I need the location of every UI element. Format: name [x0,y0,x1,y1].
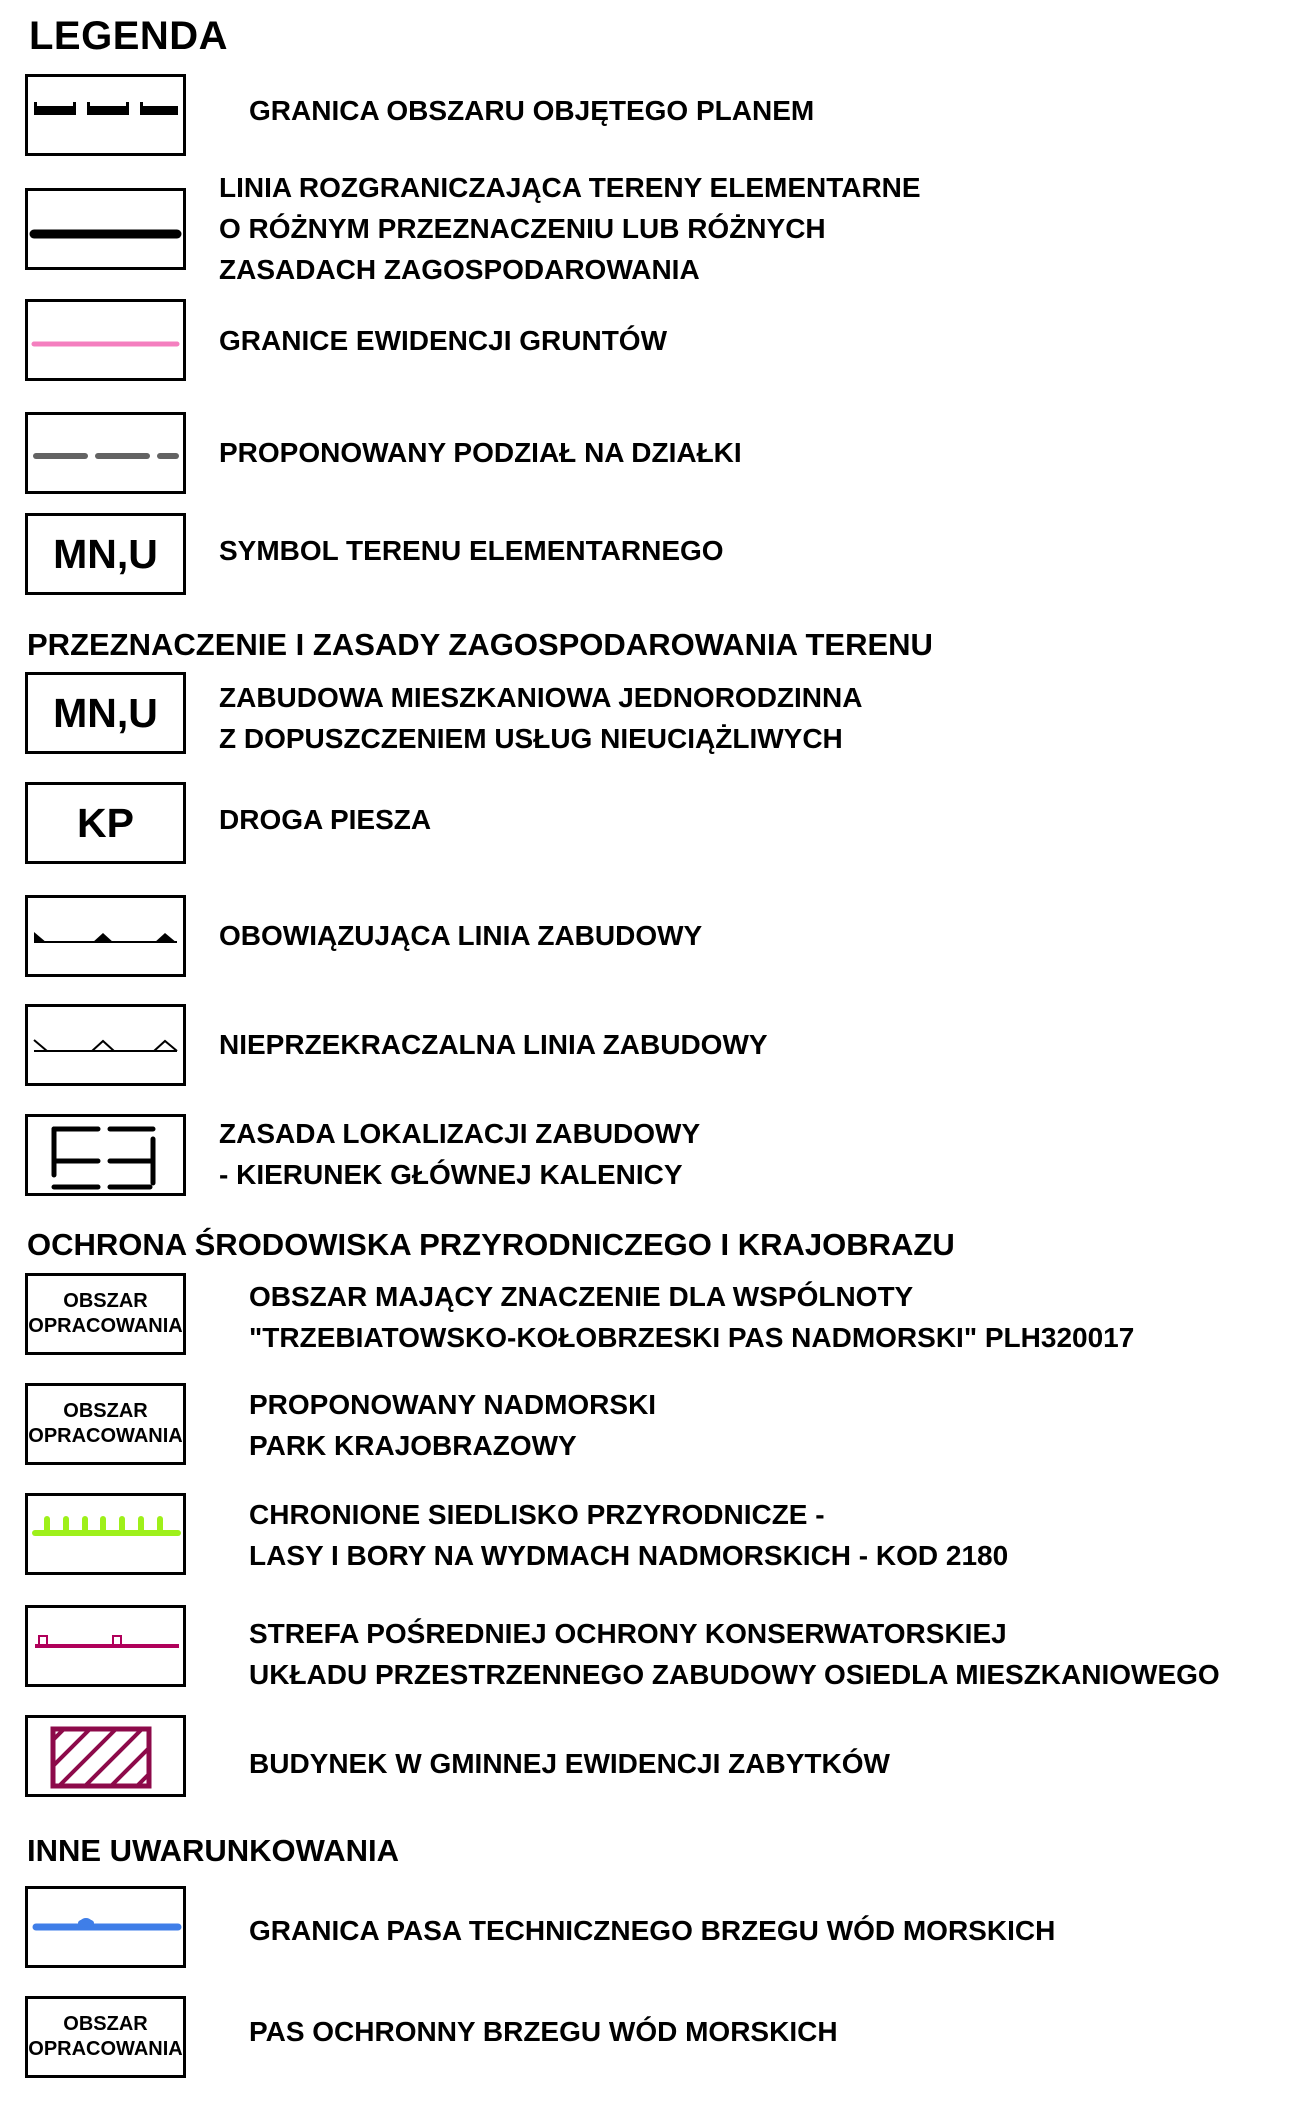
code-symbol [25,782,186,864]
legend-label [219,915,702,956]
legend-label [219,799,431,840]
legend-label [249,2011,838,2052]
area-text-icon [25,1999,186,2075]
pink-line-icon [28,302,183,378]
comb-line-icon [28,1496,183,1572]
legend-label [219,530,724,571]
ridge-direction-icon [28,1117,183,1193]
hatched-building-icon [28,1718,183,1794]
heritage-building-symbol [25,1715,186,1797]
legend-label [219,1113,700,1195]
plot-division-symbol [25,412,186,494]
legend-text: DROGA PIESZA [219,804,432,835]
ridge-direction-symbol [25,1114,186,1196]
legend-text: BUDYNEK W GMINNEJ EWIDENCJI ZABYTKÓW [249,1748,890,1779]
legend-label [249,1613,1220,1695]
open-triangle-line-icon [28,1007,183,1083]
habitat-symbol [25,1493,186,1575]
box-text: OBSZAR [63,2013,148,2035]
box-text: OBSZAR [63,1290,148,1312]
legend-text: GRANICE EWIDENCJI GRUNTÓW [219,325,667,356]
code-symbol [25,513,186,595]
area-text-icon [25,1386,186,1462]
code-text: MN,U [53,689,158,736]
legend-text: "TRZEBIATOWSKO-KOŁOBRZESKI PAS NADMORSKI" PLH320017 [249,1322,1135,1353]
legend-text: NIEPRZEKRACZALNA LINIA ZABUDOWY [219,1029,768,1060]
code-text: KP [77,799,134,846]
code-symbol [25,672,186,754]
square-tick-line-icon [28,1608,183,1684]
legend-text: LINIA ROZGRANICZAJĄCA TERENY ELEMENTARNE [219,172,921,203]
legend-text: PARK KRAJOBRAZOWY [249,1430,577,1461]
legend-text: O RÓŻNYM PRZEZNACZENIU LUB RÓŻNYCH [219,213,826,244]
nonexceedable-building-line-symbol [25,1004,186,1086]
legend-text: LASY I BORY NA WYDMACH NADMORSKICH - KOD 2180 [249,1540,1009,1571]
legend-label [249,1743,890,1784]
box-text: OPRACOWANIA [28,2038,183,2060]
area-symbol [25,1996,186,2078]
legend-text: PROPONOWANY NADMORSKI [249,1389,657,1420]
plan-boundary-icon [28,77,183,153]
box-text: OBSZAR [63,1400,148,1422]
legend-text: ZASADACH ZAGOSPODAROWANIA [219,254,700,285]
legend-text: GRANICA OBSZARU OBJĘTEGO PLANEM [249,95,815,126]
legend-text: GRANICA PASA TECHNICZNEGO BRZEGU WÓD MORSKICH [249,1915,1056,1946]
legend-text: UKŁADU PRZESTRZENNEGO ZABUDOWY OSIEDLA MIESZKANIOWEGO [249,1659,1220,1690]
box-text: OPRACOWANIA [28,1315,183,1337]
legend-text: ZASADA LOKALIZACJI ZABUDOWY [219,1118,701,1149]
legend-label [249,90,814,131]
thick-line-icon [28,191,183,267]
legend-text: PAS OCHRONNY BRZEGU WÓD MORSKICH [249,2016,838,2047]
dashed-line-icon [28,415,183,491]
plan-boundary-symbol [25,74,186,156]
area-symbol [25,1383,186,1465]
legend-text: OBOWIĄZUJĄCA LINIA ZABUDOWY [219,920,703,951]
section-heading: PRZEZNACZENIE I ZASADY ZAGOSPODAROWANIA TERENU [27,627,933,662]
conservation-zone-symbol [25,1605,186,1687]
legend-text: STREFA POŚREDNIEJ OCHRONY KONSERWATORSKIEJ [249,1618,1007,1649]
box-text: OPRACOWANIA [28,1425,183,1447]
legend-label [219,1024,768,1065]
legend-label [249,1494,1008,1576]
legend-label [219,432,742,473]
technical-belt-symbol [25,1886,186,1968]
demarcation-line-symbol [25,188,186,270]
legend-text: ZABUDOWA MIESZKANIOWA JEDNORODZINNA [219,682,863,713]
code-text: MN,U [53,530,158,577]
legend-text: Z DOPUSZCZENIEM USŁUG NIEUCIĄŻLIWYCH [219,723,843,754]
area-text-icon [25,1276,186,1352]
legend-text: OBSZAR MAJĄCY ZNACZENIE DLA WSPÓLNOTY [249,1281,914,1312]
section-heading: INNE UWARUNKOWANIA [27,1833,399,1868]
area-symbol [25,1273,186,1355]
legend-text: - KIERUNEK GŁÓWNEJ KALENICY [219,1159,683,1190]
legend-label [219,320,667,361]
legend-label [219,677,862,759]
mandatory-building-line-symbol [25,895,186,977]
legend-title: LEGENDA [29,14,229,58]
legend-label [249,1910,1055,1951]
legend-label [249,1384,656,1466]
section-heading: OCHRONA ŚRODOWISKA PRZYRODNICZEGO I KRAJOBRAZU [27,1227,955,1262]
filled-triangle-line-icon [28,898,183,974]
land-registry-symbol [25,299,186,381]
blue-bump-line-icon [28,1889,183,1965]
legend-text: SYMBOL TERENU ELEMENTARNEGO [219,535,724,566]
legend-text: CHRONIONE SIEDLISKO PRZYRODNICZE - [249,1499,825,1530]
legend-label [249,1276,1134,1358]
legend-label [219,167,921,290]
legend-text: PROPONOWANY PODZIAŁ NA DZIAŁKI [219,437,742,468]
